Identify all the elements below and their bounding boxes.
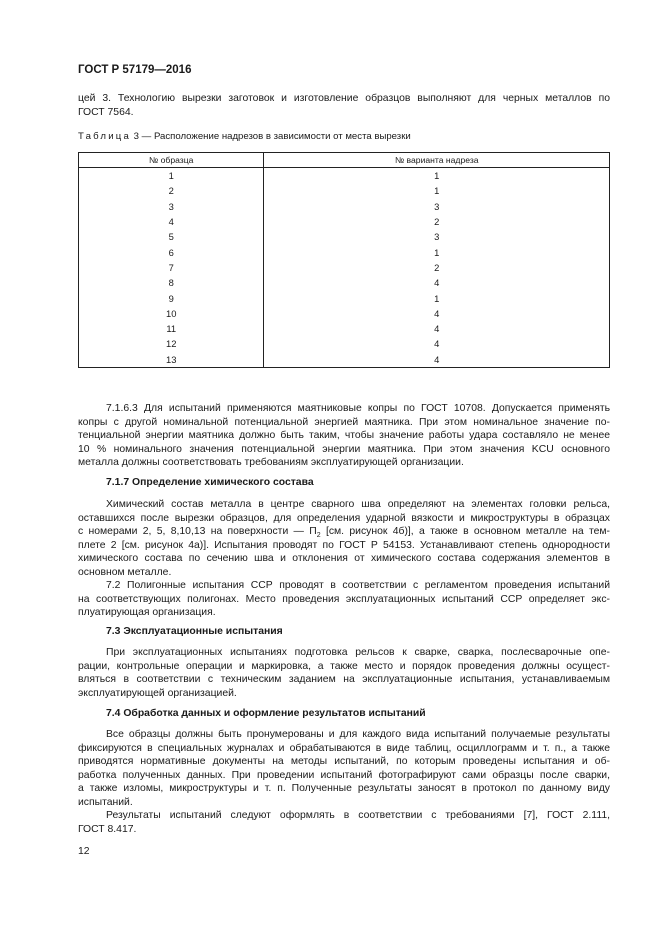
text-line: фиксируются в специальных журналах и обрабатываются в виде таблиц, осциллограмм и т. п., а также (78, 742, 610, 754)
sample-number-cell: 7 (79, 260, 264, 275)
notch-variant-cell: 1 (264, 290, 610, 305)
notch-variant-cell: 2 (264, 214, 610, 229)
notch-variant-cell: 1 (264, 168, 610, 184)
table-row (79, 244, 610, 259)
notch-variant-cell: 1 (264, 183, 610, 198)
table-row (79, 183, 610, 198)
notch-variant-cell: 1 (264, 244, 610, 259)
text-line: оставшихся после вырезки образцов, для определения ударной вязкости и микроструктуры в образцах (78, 512, 610, 524)
text-span: с номерами 2, 5, 8,10,13 на поверхности — П (78, 526, 317, 537)
notch-variant-cell: 3 (264, 199, 610, 214)
paragraph-7-1-6-3 (78, 402, 610, 470)
page-number: 12 (78, 846, 90, 857)
document-header: ГОСТ Р 57179—2016 (78, 64, 192, 76)
notch-variant-cell: 4 (264, 336, 610, 351)
text-span: [см. рисунок 4б)], а также в основном металле на тем- (320, 526, 610, 537)
text-line: химического состава по сечению шва и отклонения от химического состава содержания элементов в (78, 553, 610, 564)
section-heading: 7.4 Обработка данных и оформление результатов испытаний (106, 708, 426, 719)
sample-number-cell: 12 (79, 336, 264, 351)
text-line: 7.2 Полигонные испытания ССР проводят в соответствии с регламентом проведения испытаний (106, 580, 610, 591)
notch-variant-cell: 2 (264, 260, 610, 275)
sample-number-cell: 10 (79, 306, 264, 321)
paragraph-7-2 (78, 579, 610, 620)
table-caption (78, 131, 411, 142)
text-line: 7.1.6.3 Для испытаний применяются маятниковые копры по ГОСТ 10708. Допускается применять (106, 403, 610, 414)
text-line: приводятся нормативные документы на методы испытаний, по которым проведены испытания и об- (78, 756, 610, 767)
table-row (79, 275, 610, 290)
sample-number-cell: 8 (79, 275, 264, 290)
text-line: плете 2 [см. рисунок 4а)]. Испытания проводят по ГОСТ Р 54153. Устанавливают степень однородности (78, 539, 610, 551)
sample-number-cell: 6 (79, 244, 264, 259)
text-line: цей 3. Технологию вырезки заготовок и изготовление образцов выполняют для черных металлов по (78, 93, 610, 104)
col-header: № варианта надреза (264, 153, 610, 168)
sample-number-cell: 3 (79, 199, 264, 214)
table-row (79, 336, 610, 351)
sample-number-cell: 13 (79, 352, 264, 368)
text-line: эксплуатирующей организацией. (78, 687, 237, 699)
text-line: Результаты испытаний следуют оформлять в соответствии с требованиями [7], ГОСТ 2.111, (106, 810, 610, 821)
table-row (79, 199, 610, 214)
section-heading: 7.3 Эксплуатационные испытания (106, 626, 283, 637)
caption-label: Таблица (78, 131, 132, 142)
text-line: ГОСТ 7564. (78, 106, 134, 118)
paragraph-7-1-7 (78, 498, 610, 579)
text-line: а также изломы, микроструктуры и т. п. Полученные результаты заносят в протокол по данному виду (78, 783, 610, 794)
text-line (78, 525, 610, 539)
text-line: тенциальной энергии маятника должно быть таким, чтобы значение работы удара составляло не менее (78, 430, 610, 441)
sample-number-cell: 4 (79, 214, 264, 229)
col-header: № образца (79, 153, 264, 168)
table-row (79, 321, 610, 336)
notch-variant-cell: 4 (264, 321, 610, 336)
text-line: металла должны соответствовать требованиям эксплуатирующей организации. (78, 457, 464, 468)
sample-number-cell: 2 (79, 183, 264, 198)
text-line: ГОСТ 8.417. (78, 823, 137, 835)
notch-variant-cell: 3 (264, 229, 610, 244)
sample-number-cell: 1 (79, 168, 264, 184)
table-row (79, 229, 610, 244)
sample-number-cell: 5 (79, 229, 264, 244)
text-line: 10 % номинального значения потенциальной энергии маятника. При этом значения KCU основного (78, 443, 610, 455)
text-line: основном металле. (78, 566, 172, 578)
intro-paragraph (78, 92, 610, 119)
text-line: Химический состав металла в центре сварного шва определяют на элементах головки рельса, (106, 499, 610, 510)
section-heading: 7.1.7 Определение химического состава (106, 477, 314, 488)
text-line: на соответствующих полигонах. Место проведения эксплуатационных испытаний ССР определяет экс- (78, 593, 610, 605)
notch-variant-cell: 4 (264, 275, 610, 290)
table-row (79, 168, 610, 184)
text-line: рации, контрольные операции и маркировка, а также место и порядок проведения должны осущест- (78, 660, 610, 672)
text-line: плуатирующая организация. (78, 607, 216, 618)
table-row (79, 214, 610, 229)
notch-variant-cell: 4 (264, 306, 610, 321)
sample-number-cell: 11 (79, 321, 264, 336)
subscript: 2 (316, 532, 321, 540)
table-row (79, 352, 610, 368)
table-row (79, 260, 610, 275)
text-line: Все образцы должны быть пронумерованы и для каждого вида испытаний получаемые результаты (106, 729, 610, 740)
text-line: испытаний. (78, 796, 133, 808)
paragraph-7-4 (78, 728, 610, 836)
notch-variant-cell: 4 (264, 352, 610, 368)
text-line: работка полученных данных. При проведении испытаний фотографируют сами образцы после сварки, (78, 769, 610, 781)
text-line: копры с другой номинальной потенциальной энергией маятника. При этом номинальное значение по- (78, 416, 610, 428)
text-line: вляться в соответствии с техническим заданием на эксплуатационные испытания, устанавливаемым (78, 674, 610, 685)
table-row (79, 290, 610, 305)
caption-text: 3 — Расположение надрезов в зависимости от места вырезки (131, 131, 411, 142)
table-row (79, 306, 610, 321)
notch-table (78, 152, 610, 368)
paragraph-7-3 (78, 646, 610, 700)
text-line: При эксплуатационных испытаниях подготовка рельсов к сварке, сварка, послесварочные опе- (106, 647, 610, 658)
sample-number-cell: 9 (79, 290, 264, 305)
